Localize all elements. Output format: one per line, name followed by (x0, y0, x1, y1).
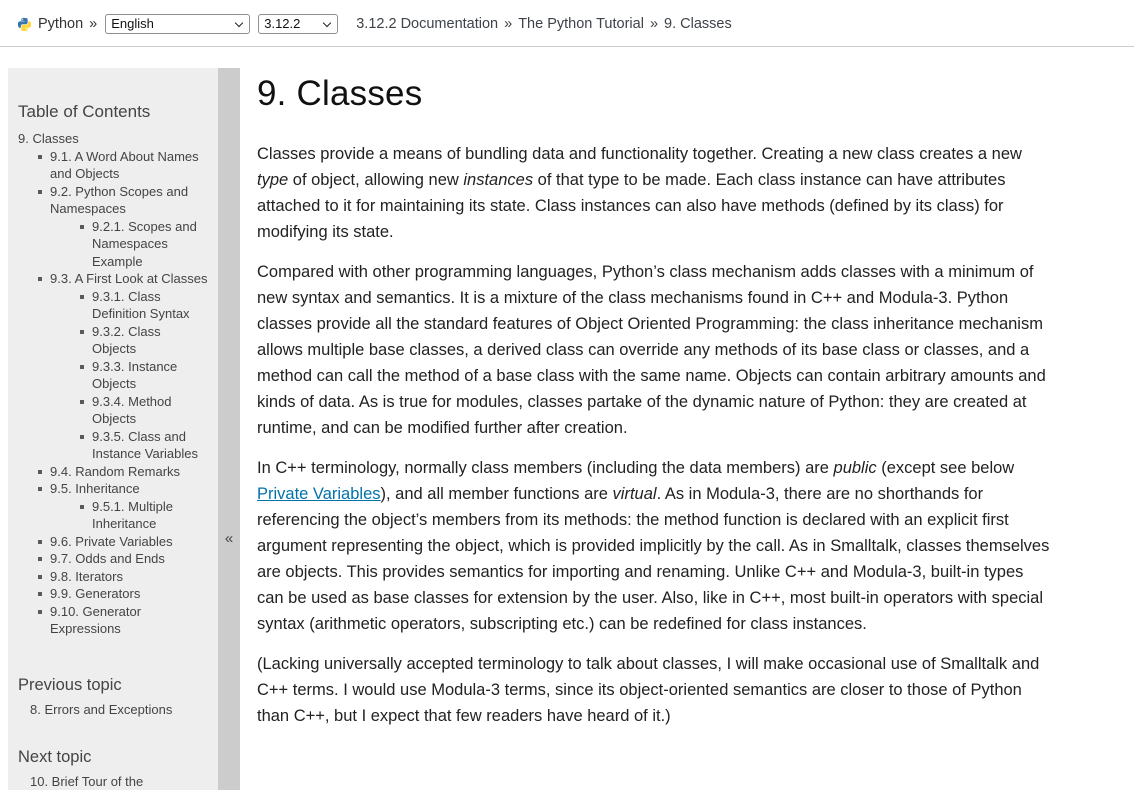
text-run: ), and all member functions are (380, 485, 613, 503)
emphasized-text: type (257, 171, 289, 189)
text-run: In C++ terminology, normally class members (including the data members) are (257, 459, 834, 477)
paragraph (257, 651, 1054, 729)
previous-topic-heading: Previous topic (18, 675, 122, 694)
table-of-contents (18, 130, 208, 638)
toc-link[interactable]: 9.5. Inheritance (50, 481, 140, 496)
toc-item (34, 463, 208, 481)
emphasized-text: public (833, 459, 877, 477)
toc-link[interactable]: 9. Classes (18, 131, 79, 146)
previous-topic-link[interactable]: 8. Errors and Exceptions (30, 701, 173, 717)
breadcrumb-item[interactable]: The Python Tutorial (518, 16, 644, 32)
text-run: . As in Modula-3, there are no shorthands for referencing the object’s members from its methods: the method function is declared with an explicit first argument representing the object, which is provided implicitly by the call. As in Smalltalk, classes themselves are objects. This provides semantics for importing and renaming. Unlike C++ and Modula-3, built-in types can be used as base classes for extension by the user. Also, like in C++, most built-in operators with special syntax (arithmetic operators, subscripting etc.) can be redefined for class instances. (257, 485, 1050, 633)
toc-link[interactable]: 9.3.3. Instance Objects (92, 358, 178, 391)
text-run: of object, allowing new (288, 171, 464, 189)
brand-label: Python (38, 16, 84, 32)
breadcrumb-item[interactable]: 3.12.2 Documentation (356, 16, 499, 32)
toc-item (76, 323, 208, 358)
text-run: of that type to be made. Each class instance can have attributes attached to it for maintaining its state. Class instances can also have methods (defined by its class) for modifying its state. (257, 171, 1006, 241)
text-run: Classes provide a means of bundling data and functionality together. Creating a new class creates a new (257, 145, 1022, 163)
brand-separator: » (89, 16, 98, 32)
toc-item (34, 480, 208, 533)
toc-item (76, 358, 208, 393)
page-title: 9. Classes (257, 74, 423, 113)
toc-link[interactable]: 9.3.2. Class Objects (92, 323, 161, 356)
python-home-link[interactable] (17, 16, 83, 32)
toc-link[interactable]: 9.7. Odds and Ends (50, 551, 165, 566)
language-select[interactable] (105, 14, 250, 34)
python-logo-icon (17, 17, 32, 32)
breadcrumb (356, 16, 731, 32)
toc-link[interactable]: 9.4. Random Remarks (50, 463, 181, 479)
next-topic-heading: Next topic (18, 747, 92, 766)
paragraph (257, 141, 1054, 245)
sidebar-collapse-strip (218, 68, 240, 790)
article-body (257, 141, 1054, 729)
toc-link[interactable]: 9.2.1. Scopes and Namespaces Example (92, 218, 197, 269)
breadcrumb-separator: » (504, 16, 513, 32)
toc-item (34, 603, 208, 638)
toc-item (34, 568, 208, 586)
top-bar (0, 0, 1134, 47)
emphasized-text: virtual (612, 485, 657, 503)
private-variables-link[interactable]: Private Variables (257, 485, 381, 503)
breadcrumb-item: 9. Classes (664, 16, 732, 32)
paragraph (257, 455, 1054, 637)
toc-link[interactable]: 9.2. Python Scopes and Namespaces (50, 183, 189, 216)
toc-link[interactable]: 9.9. Generators (50, 586, 141, 601)
text-run: (except see below (876, 459, 1015, 477)
toc-link[interactable]: 9.3.4. Method Objects (92, 393, 172, 426)
toc-item (76, 498, 208, 533)
toc-item (34, 550, 208, 568)
toc-item (76, 428, 208, 463)
sidebar-collapse-handle[interactable]: « (224, 530, 234, 547)
toc-link[interactable]: 9.10. Generator Expressions (50, 603, 142, 636)
toc-title: Table of Contents (18, 102, 151, 121)
toc-link[interactable]: 9.3.5. Class and Instance Variables (92, 428, 198, 461)
toc-link[interactable]: 9.3.1. Class Definition Syntax (92, 288, 190, 321)
toc-item (34, 183, 208, 271)
emphasized-text: instances (463, 171, 534, 189)
paragraph (257, 259, 1054, 441)
toc-item (76, 288, 208, 323)
next-topic-link[interactable]: 10. Brief Tour of the (30, 773, 144, 789)
sidebar (8, 68, 240, 790)
toc-link[interactable]: 9.1. A Word About Names and Objects (50, 148, 199, 181)
toc-link[interactable]: 9.6. Private Variables (50, 533, 173, 549)
main-content (240, 47, 1134, 790)
toc-item (34, 148, 208, 183)
toc-item (34, 533, 208, 551)
version-select[interactable] (258, 14, 338, 34)
toc-item (76, 218, 208, 271)
text-run: Compared with other programming languages, Python’s class mechanism adds classes with a minimum of new syntax and semantics. It is a mixture of the class mechanisms found in C++ and Modula-3. Python classes provide all the standard features of Object Oriented Programming: the class inheritance mechanism allows multiple base classes, a derived class can override any methods of its base class or classes, and a method can call the method of a base class with the same name. Objects can contain arbitrary amounts and kinds of data. As is true for modules, classes partake of the dynamic nature of Python: they are created at runtime, and can be modified further after creation. (257, 263, 1046, 437)
text-run: (Lacking universally accepted terminology to talk about classes, I will make occasional use of Smalltalk and C++ terms. I would use Modula-3 terms, since its object-oriented semantics are closer to those of Python than C++, but I expect that few readers have heard of it.) (257, 655, 1040, 725)
toc-item (34, 585, 208, 603)
toc-item (34, 270, 208, 463)
toc-item (76, 393, 208, 428)
toc-item (18, 130, 208, 638)
toc-link[interactable]: 9.8. Iterators (50, 568, 123, 584)
toc-link[interactable]: 9.5.1. Multiple Inheritance (92, 498, 173, 531)
breadcrumb-separator: » (649, 16, 659, 32)
toc-link[interactable]: 9.3. A First Look at Classes (50, 271, 208, 286)
